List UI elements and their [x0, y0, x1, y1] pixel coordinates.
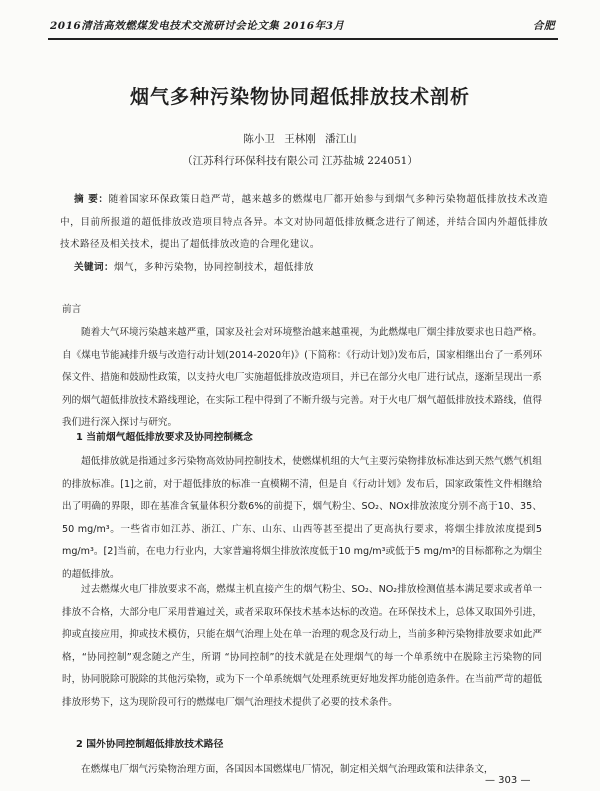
page-number: — 303 —	[485, 775, 531, 786]
conference-place: 合肥	[533, 20, 555, 32]
section-1-paragraph-2: 过去燃煤火电厂排放要求不高，燃煤主机直接产生的烟气粉尘、SO₂、NO₂排放检测值基本满足要求或者单一排放不合格，大部分电厂采用普遍过关，或者采取环保技术基本达标的改造。在环保技术上，总体又取国外引进，抑或直接应用，抑或技术模仿，只能在烟气治理上处在单一治理的观念及行动上，当前多种污染物排放要求如此严格，“协同控制”观念随之产生，所谓 “协同控制”的技术就是在处理烟气的每一个单系统中在脱除主污染物的同时，协同脱除可脱除的其他污染物，或为下一个单系统烟气处理系统更好地发挥功能创造条件。在当前严苛的超低排放形势下，这为现阶段可行的燃煤电厂烟气治理技术提供了必要的技术条件。	[62, 584, 542, 708]
abstract-text: 随着国家环保政策日趋严苛，越来越多的燃煤电厂都开始参与到烟气多种污染物超低排放技术改造中，目前所报道的超低排放改造项目特点各异。本文对协同超低排放概念进行了阐述，并结合国内外超低排放技术路径及相关技术，提出了超低排放改造的合理化建议。	[60, 194, 548, 250]
section-1-heading: 1 当前烟气超低排放要求及协同控制概念	[76, 432, 253, 443]
paper-title: 烟气多种污染物协同超低排放技术剖析	[129, 86, 470, 108]
header-rule	[48, 38, 558, 40]
keywords-label: 关键词：	[74, 262, 114, 273]
running-header	[50, 18, 555, 33]
keywords	[60, 257, 548, 279]
intro-paragraph: 随着大气环境污染越来越严重，国家及社会对环境整治越来越重视，为此燃煤电厂烟尘排放要求也日趋严格。自《煤电节能减排升级与改造行动计划(2014-2020年)》(下简称：《行动计划》)发布后，国家相继出台了一系列环保文件、措施和鼓励性政策，以支持火电厂实施超低排放改造项目，并已在部分火电厂进行试点，逐渐呈现出一系列的烟气超低排放技术路线理论，在实际工程中得到了不断升级与完善。对于火电厂烟气超低排放技术路线，值得我们进行深入探讨与研究。	[62, 327, 542, 428]
journal-header: 2016清洁高效燃煤发电技术交流研讨会论文集 2016年3月	[50, 20, 345, 32]
foreword-heading: 前言	[62, 304, 82, 315]
authors: 陈小卫 王林刚 潘江山	[243, 133, 357, 145]
keywords-text: 烟气，多种污染物，协同控制技术，超低排放	[113, 262, 314, 273]
abstract-label: 摘 要：	[74, 194, 109, 205]
section-2-heading: 2 国外协同控制超低排放技术路径	[76, 739, 224, 750]
affiliation: （江苏科行环保科技有限公司 江苏盐城 224051）	[182, 155, 418, 167]
section-2-paragraph-1: 在燃煤电厂烟气污染物治理方面，各国因本国燃煤电厂情况，制定相关烟气治理政策和法律条文，	[81, 764, 494, 775]
section-1-paragraph-1: 超低排放就是指通过多污染物高效协同控制技术，使燃煤机组的大气主要污染物排放标准达到天然气燃气机组的排放标准。[1]之前，对于超低排放的标准一直模糊不清，但是自《行动计划》发布后，国家政策性文件相继给出了明确的界限，即在基准含氧量体积分数6%的前提下，烟气粉尘、SO₂、NOx排放浓度分别不高于10、35、50 mg/m³。一些省市如江苏、浙江、广东、山东、山西等甚至提出了更高执行要求，将烟尘排放浓度提到5 mg/m³。[2]当前，在电力行业内，大家普遍将烟尘排放浓度低于10 mg/m³或低于5 mg/m³的目标都称之为烟尘的超低排放。	[62, 456, 542, 580]
abstract	[60, 189, 548, 257]
